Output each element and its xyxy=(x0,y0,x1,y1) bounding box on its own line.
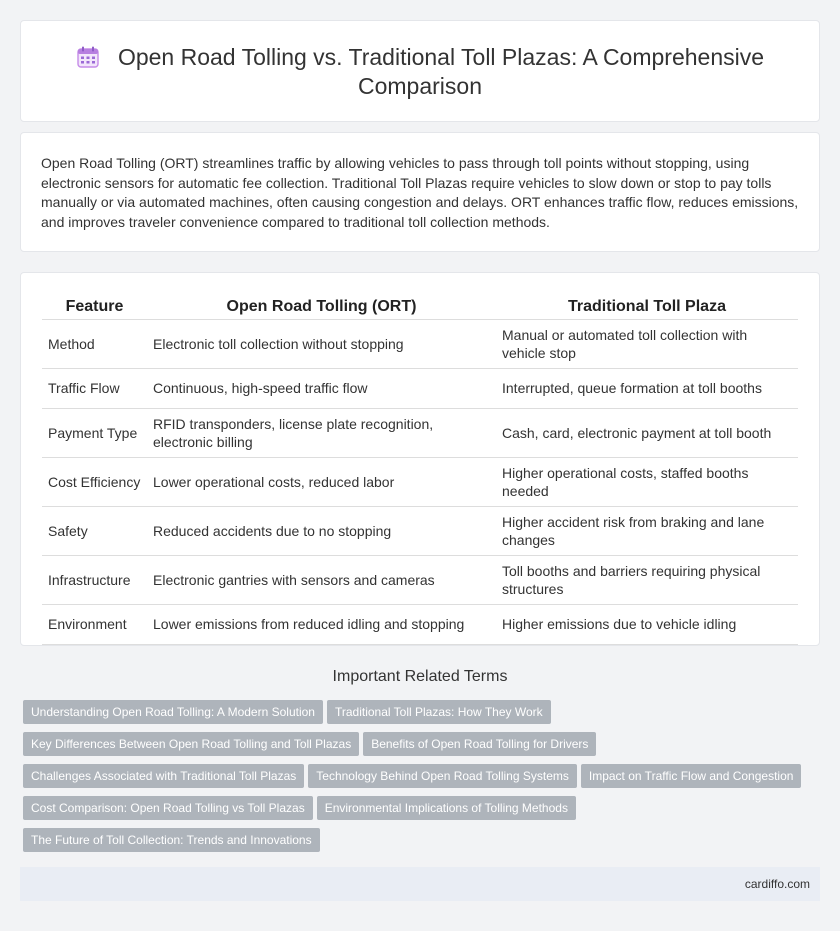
table-row xyxy=(42,457,798,506)
footer-site-link[interactable]: cardiffo.com xyxy=(744,877,810,891)
related-term-tag[interactable]: Impact on Traffic Flow and Congestion xyxy=(581,764,802,788)
related-term-tag[interactable]: Cost Comparison: Open Road Tolling vs Toll Plazas xyxy=(23,796,313,820)
comparison-table xyxy=(42,293,798,645)
table-header-feature: Feature xyxy=(42,293,147,319)
intro-paragraph: Open Road Tolling (ORT) streamlines traffic by allowing vehicles to pass through toll points without stopping, using electronic sensors for automatic fee collection. Traditional Toll Plazas require vehicles to slow down or stop to pay tolls manually or via automated machines, often causing congestion and delays. ORT enhances traffic flow, reduces emissions, and improves traveler convenience compared to traditional toll collection methods. xyxy=(41,155,799,230)
table-row xyxy=(42,368,798,408)
calendar-icon xyxy=(76,46,100,68)
table-cell: Safety xyxy=(42,506,147,555)
table-cell: Environment xyxy=(42,604,147,644)
related-term-tag[interactable]: Technology Behind Open Road Tolling Systems xyxy=(308,764,577,788)
table-cell: Continuous, high-speed traffic flow xyxy=(147,368,496,408)
related-term-tag[interactable]: Key Differences Between Open Road Tolling and Toll Plazas xyxy=(23,732,359,756)
related-term-tag[interactable]: Environmental Implications of Tolling Methods xyxy=(317,796,576,820)
table-cell: Traffic Flow xyxy=(42,368,147,408)
table-cell: Toll booths and barriers requiring physical structures xyxy=(496,555,798,604)
table-row xyxy=(42,555,798,604)
table-header-ort: Open Road Tolling (ORT) xyxy=(147,293,496,319)
table-cell: Higher emissions due to vehicle idling xyxy=(496,604,798,644)
header-card xyxy=(20,20,820,122)
table-cell: Payment Type xyxy=(42,408,147,457)
table-cell: Higher accident risk from braking and lane changes xyxy=(496,506,798,555)
comparison-card xyxy=(20,272,820,646)
table-cell: Lower emissions from reduced idling and stopping xyxy=(147,604,496,644)
table-cell: Reduced accidents due to no stopping xyxy=(147,506,496,555)
related-term-tag[interactable]: Traditional Toll Plazas: How They Work xyxy=(327,700,551,724)
table-header-plaza: Traditional Toll Plaza xyxy=(496,293,798,319)
intro-card xyxy=(20,132,820,252)
related-terms-title: Important Related Terms xyxy=(332,668,508,685)
related-term-tag[interactable]: Benefits of Open Road Tolling for Drivers xyxy=(363,732,596,756)
table-row xyxy=(42,506,798,555)
page-title-wrap xyxy=(21,43,819,101)
related-term-tag[interactable]: Understanding Open Road Tolling: A Modern Solution xyxy=(23,700,323,724)
table-row xyxy=(42,604,798,644)
table-cell: Method xyxy=(42,319,147,368)
table-cell: Higher operational costs, staffed booths needed xyxy=(496,457,798,506)
footer xyxy=(20,867,820,901)
table-cell: Electronic gantries with sensors and cameras xyxy=(147,555,496,604)
table-row xyxy=(42,408,798,457)
table-cell: Interrupted, queue formation at toll booths xyxy=(496,368,798,408)
table-row xyxy=(42,319,798,368)
related-term-tag[interactable]: The Future of Toll Collection: Trends and Innovations xyxy=(23,828,320,852)
table-cell: RFID transponders, license plate recognition, electronic billing xyxy=(147,408,496,457)
table-cell: Cost Efficiency xyxy=(42,457,147,506)
table-cell: Manual or automated toll collection with vehicle stop xyxy=(496,319,798,368)
page-title: Open Road Tolling vs. Traditional Toll Plazas: A Comprehensive Comparison xyxy=(117,44,765,99)
related-term-tag[interactable]: Challenges Associated with Traditional Toll Plazas xyxy=(23,764,304,788)
table-cell: Infrastructure xyxy=(42,555,147,604)
table-cell: Lower operational costs, reduced labor xyxy=(147,457,496,506)
related-terms-list xyxy=(23,700,813,860)
table-cell: Electronic toll collection without stopping xyxy=(147,319,496,368)
table-cell: Cash, card, electronic payment at toll booth xyxy=(496,408,798,457)
table-header-row xyxy=(42,293,798,319)
